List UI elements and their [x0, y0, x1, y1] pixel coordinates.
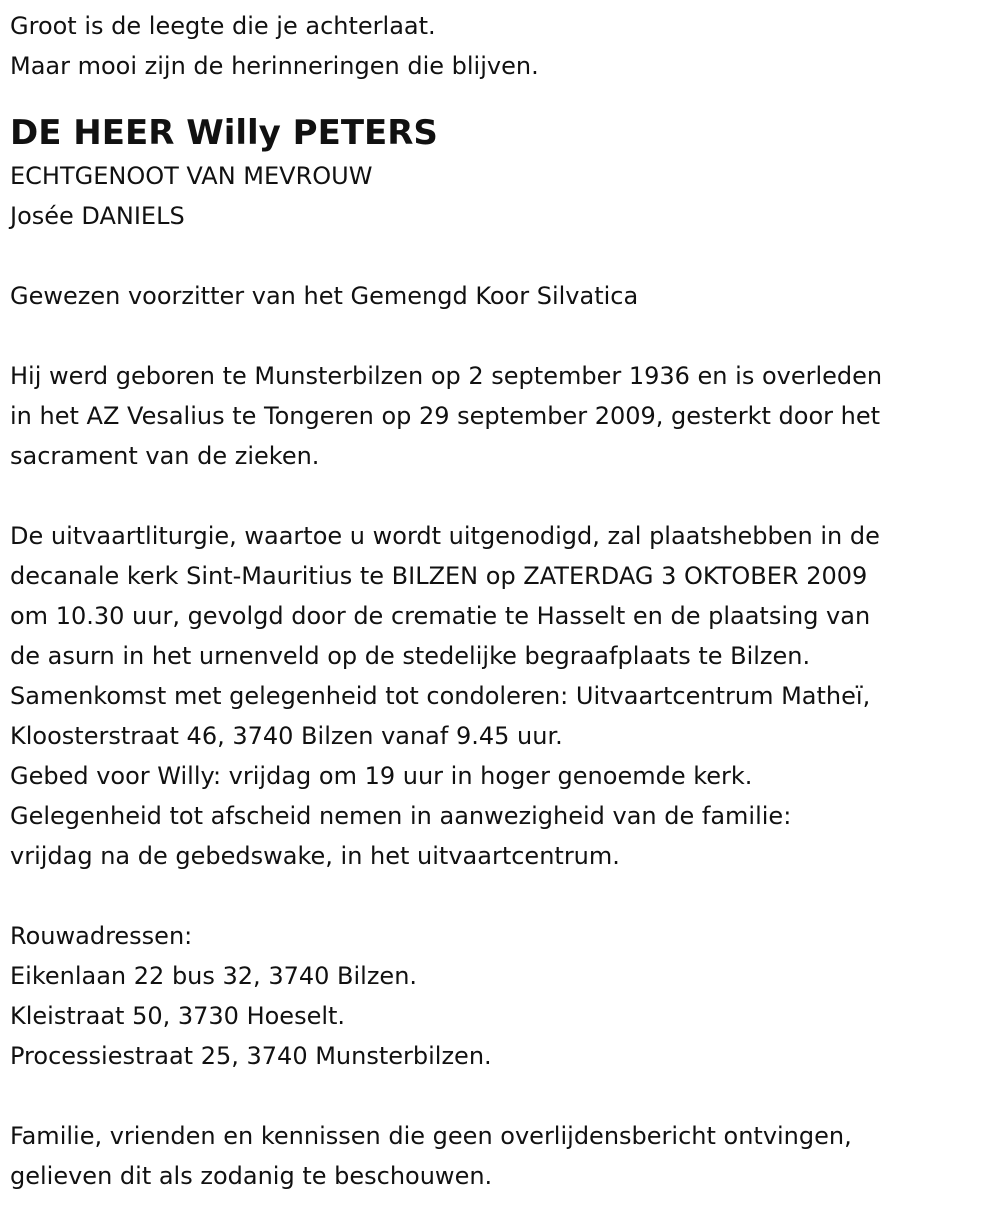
spacer	[10, 876, 995, 916]
paragraph-line: Samenkomst met gelegenheid tot condoleren: Uitvaartcentrum Matheï,	[10, 682, 871, 710]
address-item: Kleistraat 50, 3730 Hoeselt.	[10, 1002, 346, 1030]
mourning-addresses	[10, 916, 995, 1076]
paragraph-line: Kloosterstraat 46, 3740 Bilzen vanaf 9.45 uur.	[10, 722, 563, 750]
spouse-name: Josée DANIELS	[10, 202, 185, 230]
spacer	[10, 236, 995, 276]
addresses-heading: Rouwadressen:	[10, 922, 193, 950]
paragraph-line: om 10.30 uur, gevolgd door de crematie te Hasselt en de plaatsing van	[10, 602, 871, 630]
paragraph-line: decanale kerk Sint-Mauritius te BILZEN op ZATERDAG 3 OKTOBER 2009	[10, 562, 868, 590]
paragraph-line: vrijdag na de gebedswake, in het uitvaartcentrum.	[10, 842, 620, 870]
quote-line: Groot is de leegte die je achterlaat.	[10, 12, 436, 40]
paragraph-line: Hij werd geboren te Munsterbilzen op 2 september 1936 en is overleden	[10, 362, 883, 390]
paragraph-line: Familie, vrienden en kennissen die geen overlijdensbericht ontvingen,	[10, 1122, 852, 1150]
role-line: Gewezen voorzitter van het Gemengd Koor Silvatica	[10, 282, 639, 310]
spacer	[10, 86, 995, 110]
funeral-paragraph	[10, 516, 995, 876]
birth-death-paragraph	[10, 356, 995, 476]
address-item: Eikenlaan 22 bus 32, 3740 Bilzen.	[10, 962, 418, 990]
paragraph-line: Gelegenheid tot afscheid nemen in aanwezigheid van de familie:	[10, 802, 792, 830]
paragraph-line: De uitvaartliturgie, waartoe u wordt uitgenodigd, zal plaatshebben in de	[10, 522, 880, 550]
deceased-name: DE HEER Willy PETERS	[10, 113, 438, 153]
spacer	[10, 476, 995, 516]
paragraph-line: de asurn in het urnenveld op de stedelijke begraafplaats te Bilzen.	[10, 642, 811, 670]
deceased-block	[10, 110, 995, 236]
paragraph-line: gelieven dit als zodanig te beschouwen.	[10, 1162, 493, 1190]
paragraph-line: in het AZ Vesalius te Tongeren op 29 september 2009, gesterkt door het	[10, 402, 881, 430]
paragraph-line: sacrament van de zieken.	[10, 442, 320, 470]
quote-line: Maar mooi zijn de herinneringen die blijven.	[10, 52, 539, 80]
spacer	[10, 316, 995, 356]
memorial-quote	[10, 6, 995, 86]
closing-paragraph	[10, 1116, 995, 1196]
address-item: Processiestraat 25, 3740 Munsterbilzen.	[10, 1042, 492, 1070]
paragraph-line: Gebed voor Willy: vrijdag om 19 uur in hoger genoemde kerk.	[10, 762, 753, 790]
obituary-notice	[10, 6, 995, 1196]
spacer	[10, 1076, 995, 1116]
spouse-line: ECHTGENOOT VAN MEVROUW	[10, 162, 373, 190]
